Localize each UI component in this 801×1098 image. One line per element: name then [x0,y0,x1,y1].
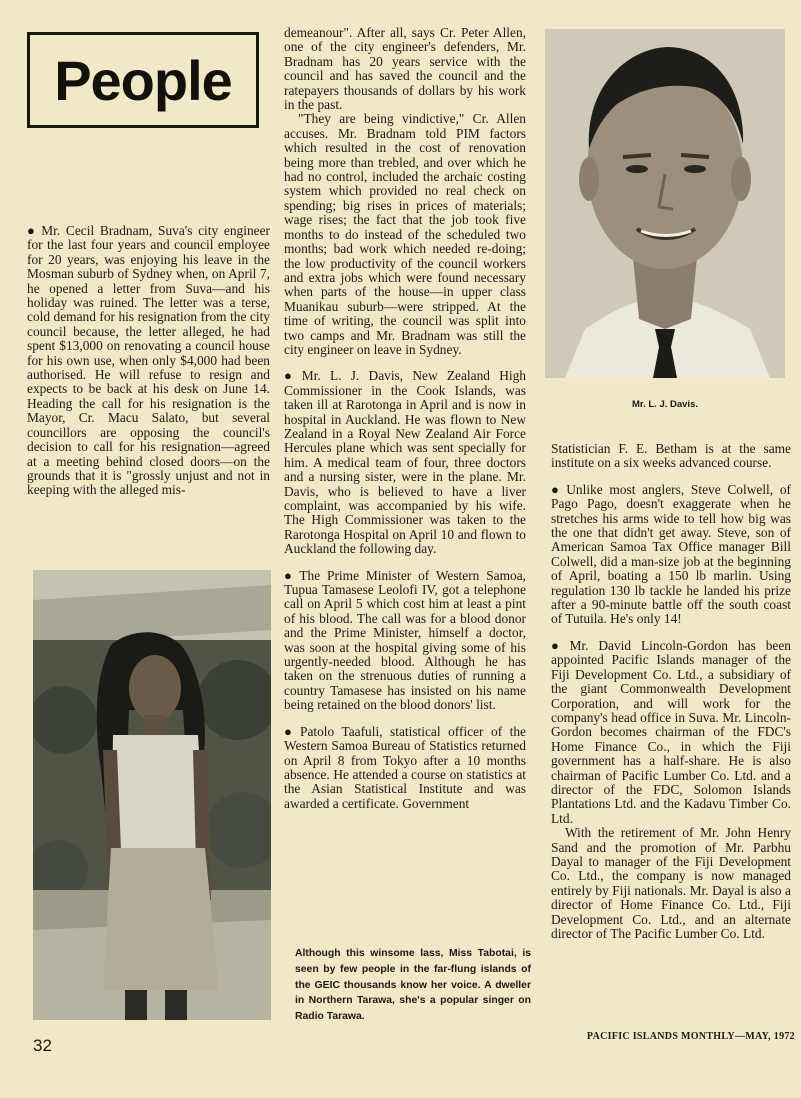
caption-davis: Mr. L. J. Davis. [632,399,698,410]
publication-footer: PACIFIC ISLANDS MONTHLY—MAY, 1972 [586,1031,795,1042]
article-taafuli: ● Patolo Taafuli, statistical officer of the Western Samoa Bureau of Statistics returned on April 8 from Tokyo after a 10 months absence. He attended a course on statistics at the Asian Statistical Institute and was awarded a certificate. Government [284,723,526,811]
photo-mr-davis-image [545,29,785,378]
article-dayal: With the retirement of Mr. John Henry Sand and the promotion of Mr. Parbhu Dayal to manager of the Fiji Development Co. Ltd., the company is now managed entirely by Fiji nationals. Mr. Dayal is also a director of Home Finance Co. Ltd., Fiji Development Co. Ltd., and an alternate director of The Pacific Lumber Co. Ltd. [551,825,791,941]
section-title: People [54,48,232,112]
bullet-icon: ● [284,567,296,583]
bullet-icon: ● [551,481,563,497]
column-2 [284,26,526,811]
photo-miss-tabotai-image [33,570,271,1020]
column-1 [27,224,270,498]
article-bradnam-quote: "They are being vindictive," Cr. Allen accuses. Mr. Bradnam told PIM factors which resulted in the cost of renovation being more than trebled, and over which he had no control, included the archaic costing system which provided no real check on spending; big rises in prices of materials; wage rises; the fact that the job took five months to do instead of the scheduled two months; bad work which needed re-doing; the low productivity of the council workers and extra jobs which were found necessary when parts of the house—in upper class Muanikau suburb—were stripped. At the time of writing, the council was split into two camps and Mr. Bradnam was still the city engineer on leave in Sydney. [284,111,526,357]
bullet-icon: ● [27,223,38,238]
article-colwell: ● Unlike most anglers, Steve Colwell, of Pago Pago, doesn't exaggerate when he stretches his arms wide to tell how big was the one that didn't get away. Steve, son of American Samoa Tax Office manager Bill Colwell, did a man-size job at the beginning of April, boating a 150 lb marlin. Using regulation 130 lb tackle he landed his prize after a 90-minute battle off the south coast of Tutuila. He's only 14! [551,481,791,627]
article-bradnam-start: ● Mr. Cecil Bradnam, Suva's city engineer for the last four years and council employee for 20 years, was enjoying his leave in the Mosman suburb of Sydney when, on April 7, he opened a letter from Suva—and his holiday was ruined. The letter was a terse, cold demand for his resignation from the city council because, the letter alleged, he had spent $13,000 on renovating a council house for his own use, when only $4,000 had been authorised. He will refuse to resign and expects to be back at his desk on June 14. Heading the call for his resignation is the Mayor, Cr. Macu Salato, but several councillors are opposing the council's decision to call for his resignation—agreed at a meeting behind closed doors—on the grounds that it is "grossly unjust and not in keeping with the alleged mis- [27,223,270,498]
column-3 [551,442,791,941]
bullet-icon: ● [551,637,566,653]
section-title-box [27,32,259,128]
photo-miss-tabotai [33,570,271,1020]
photo-mr-davis [545,29,785,378]
article-prime-minister: ● The Prime Minister of Western Samoa, Tupua Tamasese Leolofi IV, got a telephone call on April 5 which cost him at least a pint of his blood. The call was for a blood donor and the Prime Minister, himself a doctor, was soon at the hospital giving some of his urgently-needed blood. Although he has taken on the strenuous duties of running a country Tamasese has insisted on his name being retained on the blood donors' list. [284,567,526,713]
caption-tabotai: Although this winsome lass, Miss Tabotai, is seen by few people in the far-flung islands of the GEIC thousands know her voice. A dweller in Northern Tarawa, she's a popular singer on Radio Tarawa. [295,948,531,1023]
bullet-icon: ● [284,723,296,739]
article-lincoln-gordon: ● Mr. David Lincoln-Gordon has been appointed Pacific Islands manager of the Fiji Development Co. Ltd., a subsidiary of the giant Commonwealth Development Corporation, and will work for the company's head office in Suva. Mr. Lincoln-Gordon becomes chairman of the FDC's Home Finance Co., in which the Fiji government has a half-share. He is also chairman of Pacific Lumber Co. Ltd. and a director of the FDC, Solomon Islands Plantations Ltd. and the Kadavu Timber Co. Ltd. [551,637,791,826]
article-bradnam-cont: demeanour". After all, says Cr. Peter Allen, one of the city engineer's defenders, Mr. Bradnam has 20 years service with the council and has saved the council and the ratepayers thousands of dollars by his work in the past. [284,25,526,113]
bullet-icon: ● [284,368,298,384]
page-number: 32 [33,1036,52,1055]
article-davis: ● Mr. L. J. Davis, New Zealand High Commissioner in the Cook Islands, was taken ill at Rarotonga in April and is now in hospital in Auckland. He was flown to New Zealand in a Royal New Zealand Air Force Hercules plane which was sent specially for him. A medical team of four, three doctors and a nursing sister, were in the plane. Mr. Davis, who is believed to have a liver complaint, was accompanied by his wife. The High Commissioner was taken to the Rarotonga Hospital on April 10 and flown to Auckland the following day. [284,368,527,557]
article-betham: Statistician F. E. Betham is at the same institute on a six weeks advanced course. [551,441,791,471]
